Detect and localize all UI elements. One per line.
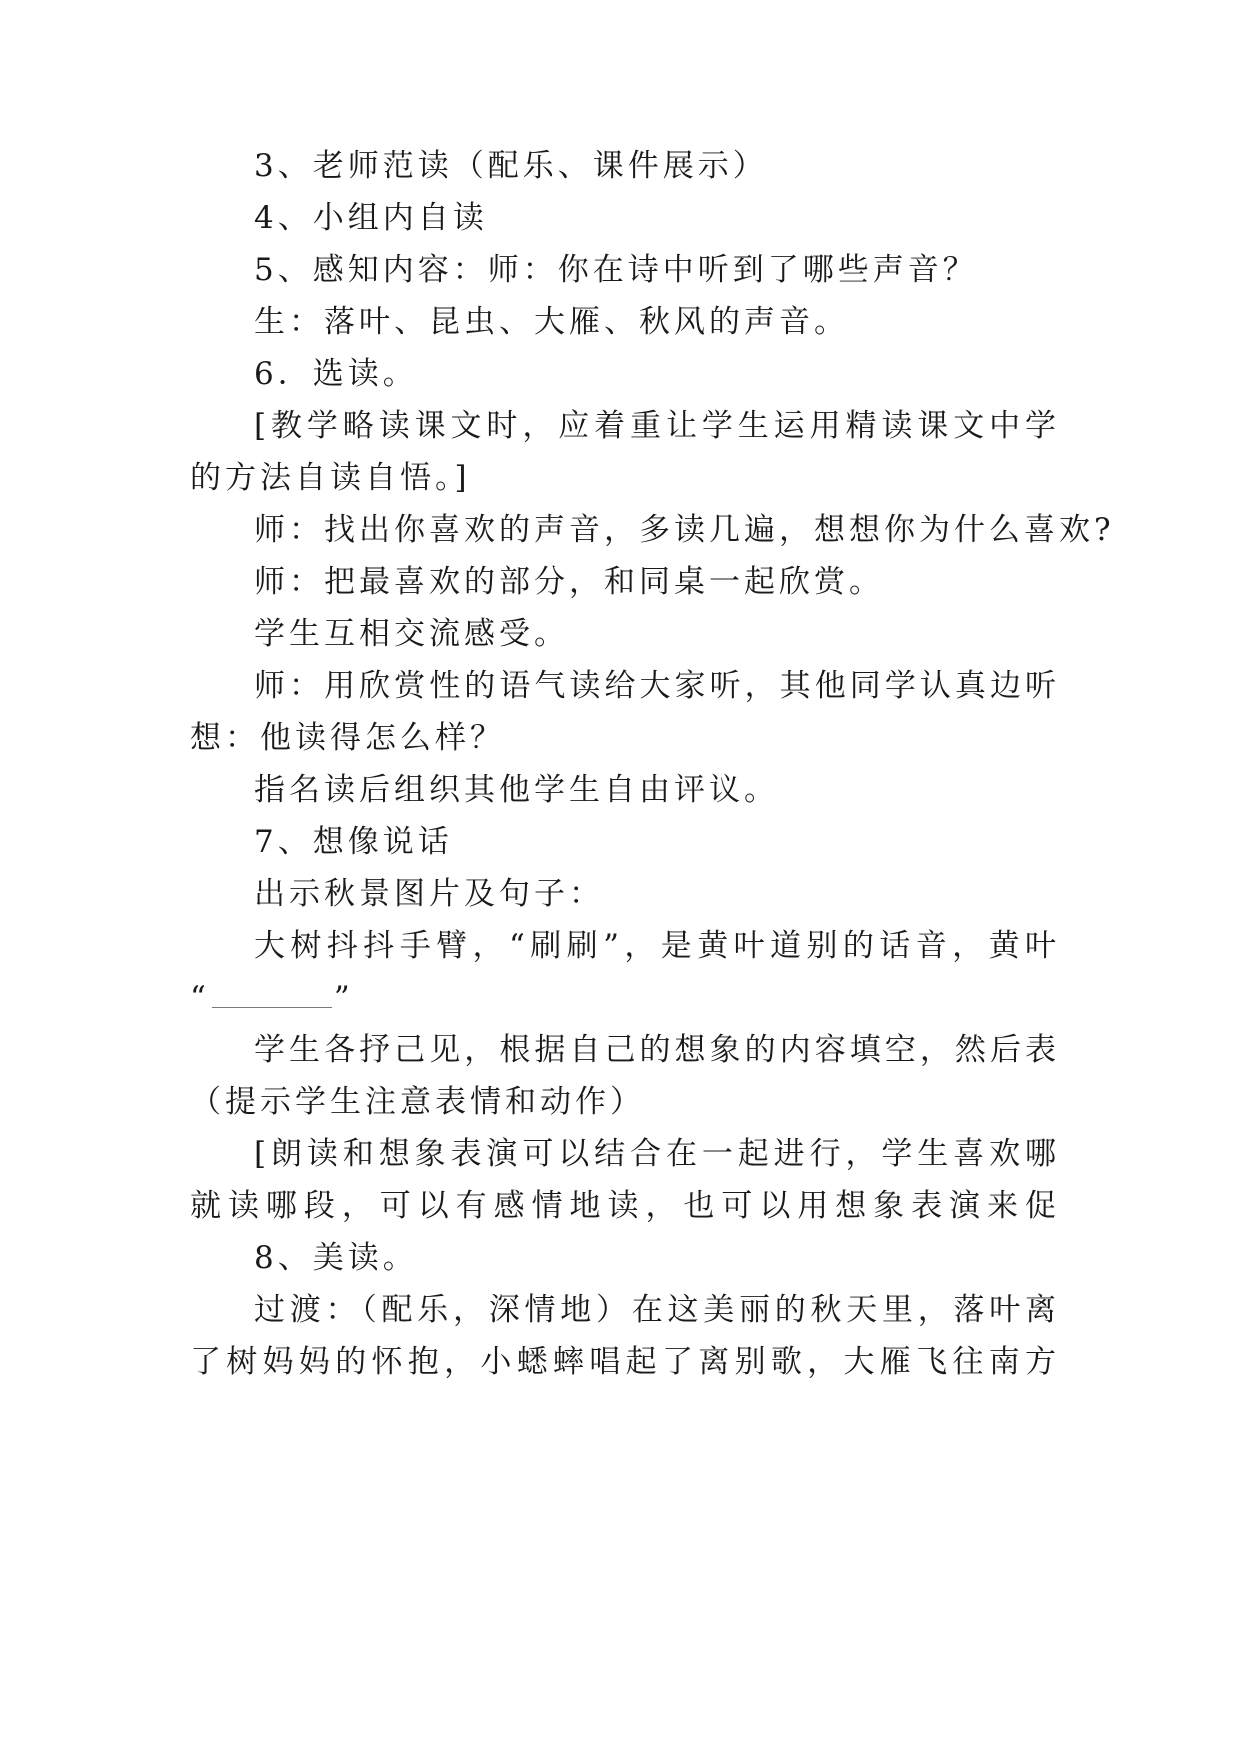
paragraph-line: 指名读后组织其他学生自由评议。 bbox=[254, 772, 779, 808]
paragraph-line: 7、想像说话 bbox=[254, 824, 453, 860]
paragraph-line: 生：落叶、昆虫、大雁、秋风的声音。 bbox=[254, 304, 849, 340]
paragraph-line: 就读哪段，可以有感情地读，也可以用想象表演来促 bbox=[190, 1188, 1060, 1224]
paragraph-line: 4、小组内自读 bbox=[254, 200, 488, 236]
blank-underline bbox=[212, 987, 332, 1008]
paragraph-line: 想：他读得怎么样？ bbox=[190, 720, 505, 756]
paragraph-line: 学生各抒己见，根据自己的想象的内容填空，然后表 bbox=[254, 1032, 1060, 1068]
paragraph-line: 的方法自读自悟。] bbox=[190, 460, 471, 496]
paragraph-line: 5、感知内容：师：你在诗中听到了哪些声音？ bbox=[254, 252, 978, 288]
paragraph-line: 出示秋景图片及句子： bbox=[254, 876, 604, 912]
paragraph-line: 大树抖抖手臂，“刷刷”，是黄叶道别的话音，黄叶 bbox=[254, 928, 1060, 964]
paragraph-line: 师：用欣赏性的语气读给大家听，其他同学认真边听 bbox=[254, 668, 1060, 704]
paragraph-line: [教学略读课文时，应着重让学生运用精读课文中学 bbox=[254, 408, 1060, 444]
paragraph-line: 8、美读。 bbox=[254, 1240, 418, 1276]
paragraph-line: 师：找出你喜欢的声音，多读几遍，想想你为什么喜欢? bbox=[254, 512, 1115, 548]
paragraph-line: 过渡：（配乐，深情地）在这美丽的秋天里，落叶离 bbox=[254, 1292, 1060, 1328]
paragraph-line: 3、老师范读（配乐、课件展示） bbox=[254, 148, 768, 184]
fill-in-blank-line bbox=[190, 969, 1060, 1027]
close-quote: ” bbox=[333, 980, 354, 1016]
paragraph-line: 学生互相交流感受。 bbox=[254, 616, 569, 652]
open-quote: “ bbox=[190, 980, 210, 1016]
paragraph-line: 6．选读。 bbox=[254, 356, 418, 392]
paragraph-line: （提示学生注意表情和动作） bbox=[190, 1084, 645, 1120]
paragraph-line: 了树妈妈的怀抱，小蟋蟀唱起了离别歌，大雁飞往南方 bbox=[190, 1344, 1060, 1380]
paragraph-line: 师：把最喜欢的部分，和同桌一起欣赏。 bbox=[254, 564, 884, 600]
paragraph-line: [朗读和想象表演可以结合在一起进行，学生喜欢哪 bbox=[254, 1136, 1060, 1172]
